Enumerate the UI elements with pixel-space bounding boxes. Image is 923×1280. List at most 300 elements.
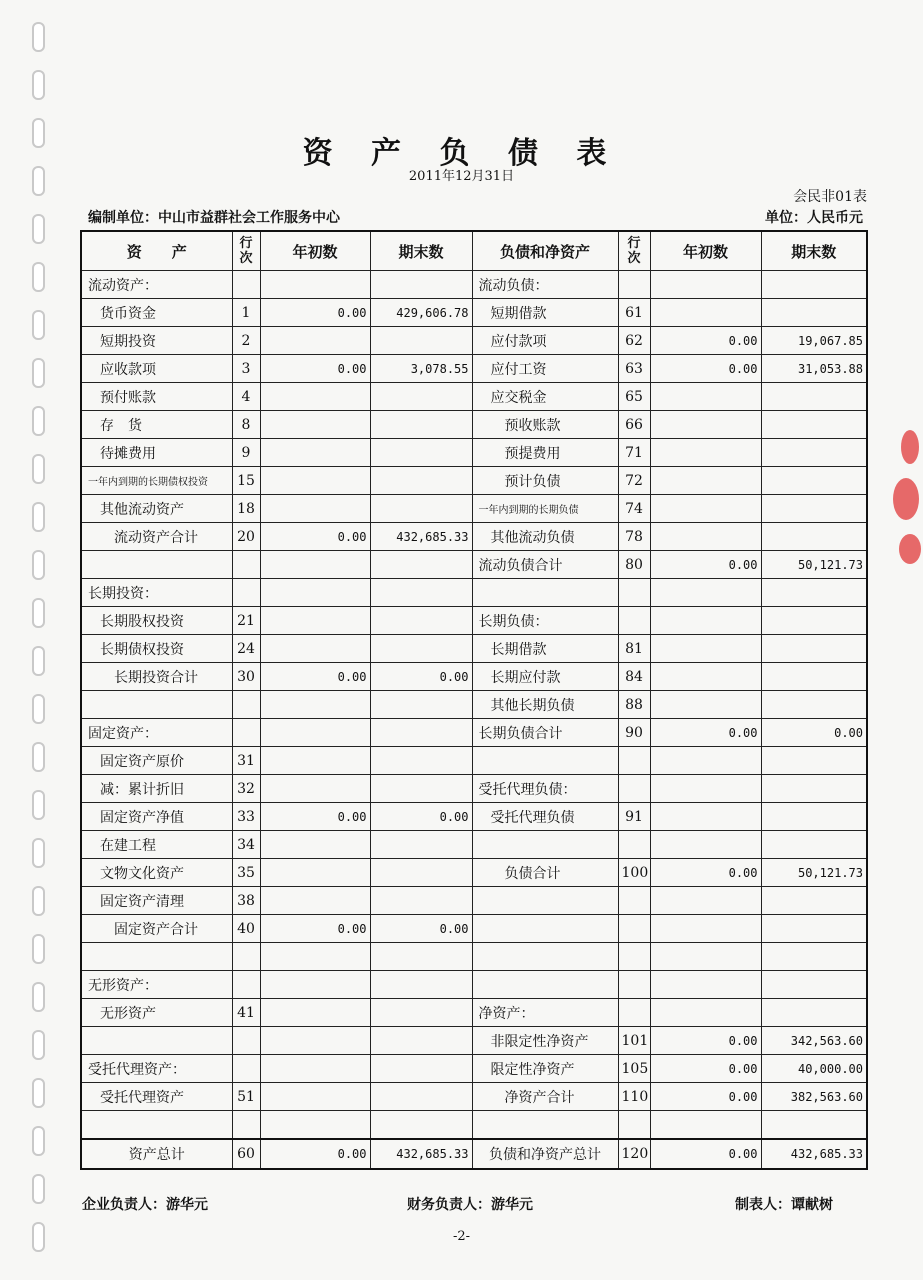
asset-begin-value: 0.00: [260, 915, 370, 943]
liability-end-value: 0.00: [761, 719, 867, 747]
asset-begin-value: [260, 1055, 370, 1083]
asset-line-no: 33: [232, 803, 260, 831]
liability-item: 其他流动负债: [472, 523, 618, 551]
asset-begin-value: [260, 1083, 370, 1111]
liability-item: 应交税金: [472, 383, 618, 411]
liability-line-no: 88: [618, 691, 650, 719]
liability-end-value: [761, 775, 867, 803]
liability-end-value: 432,685.33: [761, 1139, 867, 1169]
asset-line-no: 41: [232, 999, 260, 1027]
asset-line-no: 18: [232, 495, 260, 523]
liability-begin-value: [650, 803, 761, 831]
balance-sheet-table: [80, 230, 868, 1170]
liability-end-value: [761, 579, 867, 607]
liability-end-value: [761, 495, 867, 523]
binding-hole: [32, 358, 45, 388]
binding-hole: [32, 406, 45, 436]
asset-end-value: 432,685.33: [370, 1139, 472, 1169]
asset-line-no: 24: [232, 635, 260, 663]
liability-begin-value: 0.00: [650, 551, 761, 579]
table-row: [81, 887, 867, 915]
asset-line-no: [232, 691, 260, 719]
liability-begin-value: [650, 971, 761, 999]
asset-item: 文物文化资产: [81, 859, 232, 887]
asset-end-value: [370, 831, 472, 859]
liability-line-no: [618, 607, 650, 635]
asset-begin-value: [260, 383, 370, 411]
liability-end-value: [761, 887, 867, 915]
asset-begin-value: [260, 887, 370, 915]
table-row: [81, 803, 867, 831]
asset-begin-value: [260, 943, 370, 971]
liability-end-value: [761, 299, 867, 327]
table-row: [81, 1111, 867, 1140]
asset-item: [81, 551, 232, 579]
table-row: [81, 355, 867, 383]
liability-begin-value: [650, 439, 761, 467]
total-row: [81, 1139, 867, 1169]
liability-item: 预收账款: [472, 411, 618, 439]
asset-item: [81, 1111, 232, 1140]
asset-line-no: [232, 551, 260, 579]
asset-begin-value: 0.00: [260, 299, 370, 327]
asset-item: 在建工程: [81, 831, 232, 859]
report-date: 2011年12月31日: [408, 169, 515, 184]
asset-line-no: 30: [232, 663, 260, 691]
asset-end-value: [370, 495, 472, 523]
asset-line-no: [232, 1027, 260, 1055]
col-line2: 行次: [618, 231, 650, 271]
liability-line-no: 72: [618, 467, 650, 495]
asset-end-value: [370, 719, 472, 747]
table-row: [81, 1027, 867, 1055]
liability-begin-value: [650, 607, 761, 635]
asset-line-no: 1: [232, 299, 260, 327]
liability-begin-value: [650, 383, 761, 411]
table-row: [81, 831, 867, 859]
form-code: 会民非01表: [793, 189, 867, 205]
asset-begin-value: [260, 1027, 370, 1055]
asset-line-no: [232, 579, 260, 607]
asset-begin-value: [260, 747, 370, 775]
liability-end-value: [761, 915, 867, 943]
liability-line-no: [618, 271, 650, 299]
col-liability: 负债和净资产: [472, 231, 618, 271]
asset-item: 固定资产合计: [81, 915, 232, 943]
liability-begin-value: [650, 747, 761, 775]
liability-begin-value: 0.00: [650, 859, 761, 887]
asset-line-no: [232, 1055, 260, 1083]
liability-end-value: [761, 383, 867, 411]
asset-item: 固定资产清理: [81, 887, 232, 915]
liability-line-no: 62: [618, 327, 650, 355]
table-row: [81, 635, 867, 663]
asset-begin-value: [260, 775, 370, 803]
liability-line-no: [618, 971, 650, 999]
asset-line-no: 31: [232, 747, 260, 775]
asset-end-value: [370, 943, 472, 971]
asset-begin-value: [260, 411, 370, 439]
table-header: [81, 231, 867, 271]
binding-hole: [32, 22, 45, 52]
col-asset: 资 产: [81, 231, 232, 271]
asset-line-no: 4: [232, 383, 260, 411]
liability-item: [472, 747, 618, 775]
asset-end-value: [370, 747, 472, 775]
col-end2: 期末数: [761, 231, 867, 271]
liability-line-no: [618, 915, 650, 943]
liability-line-no: [618, 999, 650, 1027]
liability-end-value: [761, 439, 867, 467]
liability-item: 短期借款: [472, 299, 618, 327]
organization: 编制单位：中山市益群社会工作服务中心: [88, 210, 340, 226]
table-row: [81, 523, 867, 551]
liability-end-value: 19,067.85: [761, 327, 867, 355]
asset-item: 长期投资合计: [81, 663, 232, 691]
liability-item: 预提费用: [472, 439, 618, 467]
asset-line-no: 2: [232, 327, 260, 355]
table-row: [81, 691, 867, 719]
liability-end-value: [761, 1111, 867, 1140]
binding-hole: [32, 886, 45, 916]
asset-begin-value: [260, 271, 370, 299]
liability-line-no: 84: [618, 663, 650, 691]
asset-item: 无形资产：: [81, 971, 232, 999]
liability-item: 一年内到期的长期负债: [472, 495, 618, 523]
liability-begin-value: [650, 887, 761, 915]
liability-begin-value: [650, 411, 761, 439]
finance-head: 财务负责人：游华元: [407, 1197, 533, 1213]
table-row: [81, 495, 867, 523]
asset-line-no: 32: [232, 775, 260, 803]
binding-hole: [32, 70, 45, 100]
liability-end-value: [761, 971, 867, 999]
liability-line-no: 100: [618, 859, 650, 887]
liability-item: [472, 831, 618, 859]
asset-item: 固定资产原价: [81, 747, 232, 775]
binding-hole: [32, 310, 45, 340]
table-row: [81, 383, 867, 411]
liability-end-value: [761, 803, 867, 831]
binding-hole: [32, 838, 45, 868]
table-row: [81, 943, 867, 971]
asset-end-value: [370, 439, 472, 467]
table-row: [81, 439, 867, 467]
liability-item: 预计负债: [472, 467, 618, 495]
liability-begin-value: 0.00: [650, 327, 761, 355]
liability-item: 应付款项: [472, 327, 618, 355]
asset-line-no: 9: [232, 439, 260, 467]
liability-begin-value: 0.00: [650, 355, 761, 383]
asset-end-value: [370, 859, 472, 887]
liability-begin-value: 0.00: [650, 719, 761, 747]
binding-hole: [32, 934, 45, 964]
liability-line-no: [618, 775, 650, 803]
liability-item: 长期应付款: [472, 663, 618, 691]
asset-begin-value: [260, 579, 370, 607]
asset-end-value: 3,078.55: [370, 355, 472, 383]
binding-hole: [32, 598, 45, 628]
asset-line-no: 20: [232, 523, 260, 551]
binding-hole: [32, 214, 45, 244]
table-row: [81, 971, 867, 999]
liability-line-no: [618, 579, 650, 607]
enterprise-head: 企业负责人：游华元: [82, 1197, 208, 1213]
asset-end-value: 432,685.33: [370, 523, 472, 551]
liability-begin-value: [650, 999, 761, 1027]
liability-end-value: [761, 663, 867, 691]
asset-begin-value: [260, 1111, 370, 1140]
preparer: 制表人：谭献树: [735, 1197, 833, 1213]
liability-end-value: [761, 467, 867, 495]
liability-end-value: [761, 999, 867, 1027]
liability-end-value: 382,563.60: [761, 1083, 867, 1111]
asset-item: 受托代理资产：: [81, 1055, 232, 1083]
asset-item: 长期债权投资: [81, 635, 232, 663]
liability-end-value: [761, 271, 867, 299]
liability-item: 其他长期负债: [472, 691, 618, 719]
col-line: 行次: [232, 231, 260, 271]
asset-item: 长期投资：: [81, 579, 232, 607]
liability-end-value: [761, 831, 867, 859]
table-row: [81, 1055, 867, 1083]
asset-item: [81, 1027, 232, 1055]
asset-item: 资产总计: [81, 1139, 232, 1169]
asset-begin-value: [260, 971, 370, 999]
asset-end-value: [370, 551, 472, 579]
table-row: [81, 271, 867, 299]
liability-item: [472, 943, 618, 971]
asset-line-no: 51: [232, 1083, 260, 1111]
asset-line-no: 38: [232, 887, 260, 915]
binding-hole: [32, 790, 45, 820]
liability-line-no: 91: [618, 803, 650, 831]
liability-end-value: [761, 691, 867, 719]
table-row: [81, 299, 867, 327]
asset-line-no: 34: [232, 831, 260, 859]
binding-hole: [32, 262, 45, 292]
binding-hole: [32, 646, 45, 676]
table-row: [81, 607, 867, 635]
asset-line-no: 35: [232, 859, 260, 887]
asset-end-value: [370, 607, 472, 635]
liability-end-value: [761, 635, 867, 663]
red-seal-fragment: [889, 430, 923, 630]
liability-end-value: 50,121.73: [761, 859, 867, 887]
liability-begin-value: [650, 775, 761, 803]
liability-item: 非限定性净资产: [472, 1027, 618, 1055]
asset-line-no: [232, 719, 260, 747]
asset-begin-value: 0.00: [260, 1139, 370, 1169]
col-begin2: 年初数: [650, 231, 761, 271]
table-row: [81, 579, 867, 607]
liability-begin-value: [650, 663, 761, 691]
asset-item: 其他流动资产: [81, 495, 232, 523]
table-row: [81, 775, 867, 803]
asset-begin-value: 0.00: [260, 803, 370, 831]
asset-line-no: 21: [232, 607, 260, 635]
liability-end-value: [761, 747, 867, 775]
liability-line-no: [618, 831, 650, 859]
liability-begin-value: [650, 495, 761, 523]
binding-hole: [32, 1030, 45, 1060]
liability-line-no: 74: [618, 495, 650, 523]
liability-begin-value: [650, 691, 761, 719]
liability-item: 净资产：: [472, 999, 618, 1027]
asset-end-value: 0.00: [370, 915, 472, 943]
asset-end-value: [370, 887, 472, 915]
asset-begin-value: [260, 831, 370, 859]
asset-begin-value: 0.00: [260, 523, 370, 551]
asset-begin-value: [260, 327, 370, 355]
liability-line-no: 120: [618, 1139, 650, 1169]
liability-line-no: [618, 943, 650, 971]
asset-line-no: 15: [232, 467, 260, 495]
liability-end-value: [761, 607, 867, 635]
liability-item: [472, 887, 618, 915]
asset-end-value: [370, 1083, 472, 1111]
liability-line-no: 71: [618, 439, 650, 467]
asset-begin-value: [260, 719, 370, 747]
liability-item: 应付工资: [472, 355, 618, 383]
asset-item: 预付账款: [81, 383, 232, 411]
liability-begin-value: [650, 579, 761, 607]
liability-line-no: 65: [618, 383, 650, 411]
liability-line-no: 81: [618, 635, 650, 663]
liability-item: 负债和净资产总计: [472, 1139, 618, 1169]
asset-begin-value: [260, 467, 370, 495]
liability-item: 受托代理负债: [472, 803, 618, 831]
asset-item: 一年内到期的长期债权投资: [81, 467, 232, 495]
table-row: [81, 327, 867, 355]
table-row: [81, 663, 867, 691]
binding-hole: [32, 1126, 45, 1156]
asset-end-value: [370, 691, 472, 719]
liability-begin-value: 0.00: [650, 1027, 761, 1055]
asset-begin-value: 0.00: [260, 663, 370, 691]
binding-hole: [32, 454, 45, 484]
page-title: 资 产 负 债 表: [302, 136, 621, 171]
asset-item: 减：累计折旧: [81, 775, 232, 803]
liability-line-no: [618, 887, 650, 915]
liability-item: 长期负债：: [472, 607, 618, 635]
asset-line-no: [232, 971, 260, 999]
liability-line-no: 80: [618, 551, 650, 579]
asset-line-no: [232, 271, 260, 299]
asset-end-value: [370, 383, 472, 411]
liability-begin-value: 0.00: [650, 1139, 761, 1169]
liability-item: 流动负债合计: [472, 551, 618, 579]
asset-end-value: [370, 579, 472, 607]
asset-end-value: [370, 271, 472, 299]
asset-begin-value: 0.00: [260, 355, 370, 383]
asset-item: 受托代理资产: [81, 1083, 232, 1111]
table-row: [81, 915, 867, 943]
asset-end-value: 0.00: [370, 663, 472, 691]
asset-end-value: [370, 971, 472, 999]
table-row: [81, 747, 867, 775]
liability-item: 净资产合计: [472, 1083, 618, 1111]
currency-unit: 单位：人民币元: [765, 210, 863, 226]
liability-line-no: 101: [618, 1027, 650, 1055]
liability-end-value: 50,121.73: [761, 551, 867, 579]
asset-end-value: [370, 1055, 472, 1083]
asset-item: 固定资产：: [81, 719, 232, 747]
liability-line-no: 63: [618, 355, 650, 383]
asset-begin-value: [260, 495, 370, 523]
liability-line-no: 66: [618, 411, 650, 439]
asset-line-no: [232, 943, 260, 971]
liability-end-value: [761, 523, 867, 551]
asset-end-value: [370, 1027, 472, 1055]
liability-line-no: 90: [618, 719, 650, 747]
asset-line-no: 60: [232, 1139, 260, 1169]
asset-end-value: [370, 411, 472, 439]
liability-item: [472, 915, 618, 943]
binding-hole: [32, 694, 45, 724]
liability-line-no: [618, 1111, 650, 1140]
liability-end-value: [761, 411, 867, 439]
asset-item: 待摊费用: [81, 439, 232, 467]
liability-line-no: 78: [618, 523, 650, 551]
asset-begin-value: [260, 999, 370, 1027]
asset-begin-value: [260, 607, 370, 635]
liability-begin-value: [650, 915, 761, 943]
col-end: 期末数: [370, 231, 472, 271]
table-row: [81, 467, 867, 495]
binding-holes: [30, 0, 50, 1280]
page-number: -2-: [452, 1229, 471, 1244]
table-row: [81, 999, 867, 1027]
asset-end-value: [370, 327, 472, 355]
asset-end-value: 0.00: [370, 803, 472, 831]
asset-begin-value: [260, 439, 370, 467]
liability-line-no: 61: [618, 299, 650, 327]
table-row: [81, 1083, 867, 1111]
asset-item: 无形资产: [81, 999, 232, 1027]
liability-item: 长期负债合计: [472, 719, 618, 747]
table-row: [81, 719, 867, 747]
binding-hole: [32, 982, 45, 1012]
binding-hole: [32, 1078, 45, 1108]
liability-item: [472, 579, 618, 607]
asset-item: [81, 943, 232, 971]
table-row: [81, 859, 867, 887]
liability-line-no: [618, 747, 650, 775]
liability-item: 长期借款: [472, 635, 618, 663]
liability-end-value: 342,563.60: [761, 1027, 867, 1055]
asset-end-value: [370, 775, 472, 803]
asset-item: 流动资产合计: [81, 523, 232, 551]
asset-end-value: [370, 999, 472, 1027]
liability-begin-value: [650, 1111, 761, 1140]
liability-begin-value: [650, 523, 761, 551]
liability-end-value: 31,053.88: [761, 355, 867, 383]
liability-item: 负债合计: [472, 859, 618, 887]
binding-hole: [32, 502, 45, 532]
asset-item: 应收款项: [81, 355, 232, 383]
asset-end-value: [370, 467, 472, 495]
liability-begin-value: [650, 467, 761, 495]
asset-line-no: 40: [232, 915, 260, 943]
liability-item: [472, 1111, 618, 1140]
liability-line-no: 105: [618, 1055, 650, 1083]
table-row: [81, 551, 867, 579]
asset-begin-value: [260, 635, 370, 663]
asset-end-value: 429,606.78: [370, 299, 472, 327]
liability-item: 流动负债：: [472, 271, 618, 299]
asset-item: 存 货: [81, 411, 232, 439]
